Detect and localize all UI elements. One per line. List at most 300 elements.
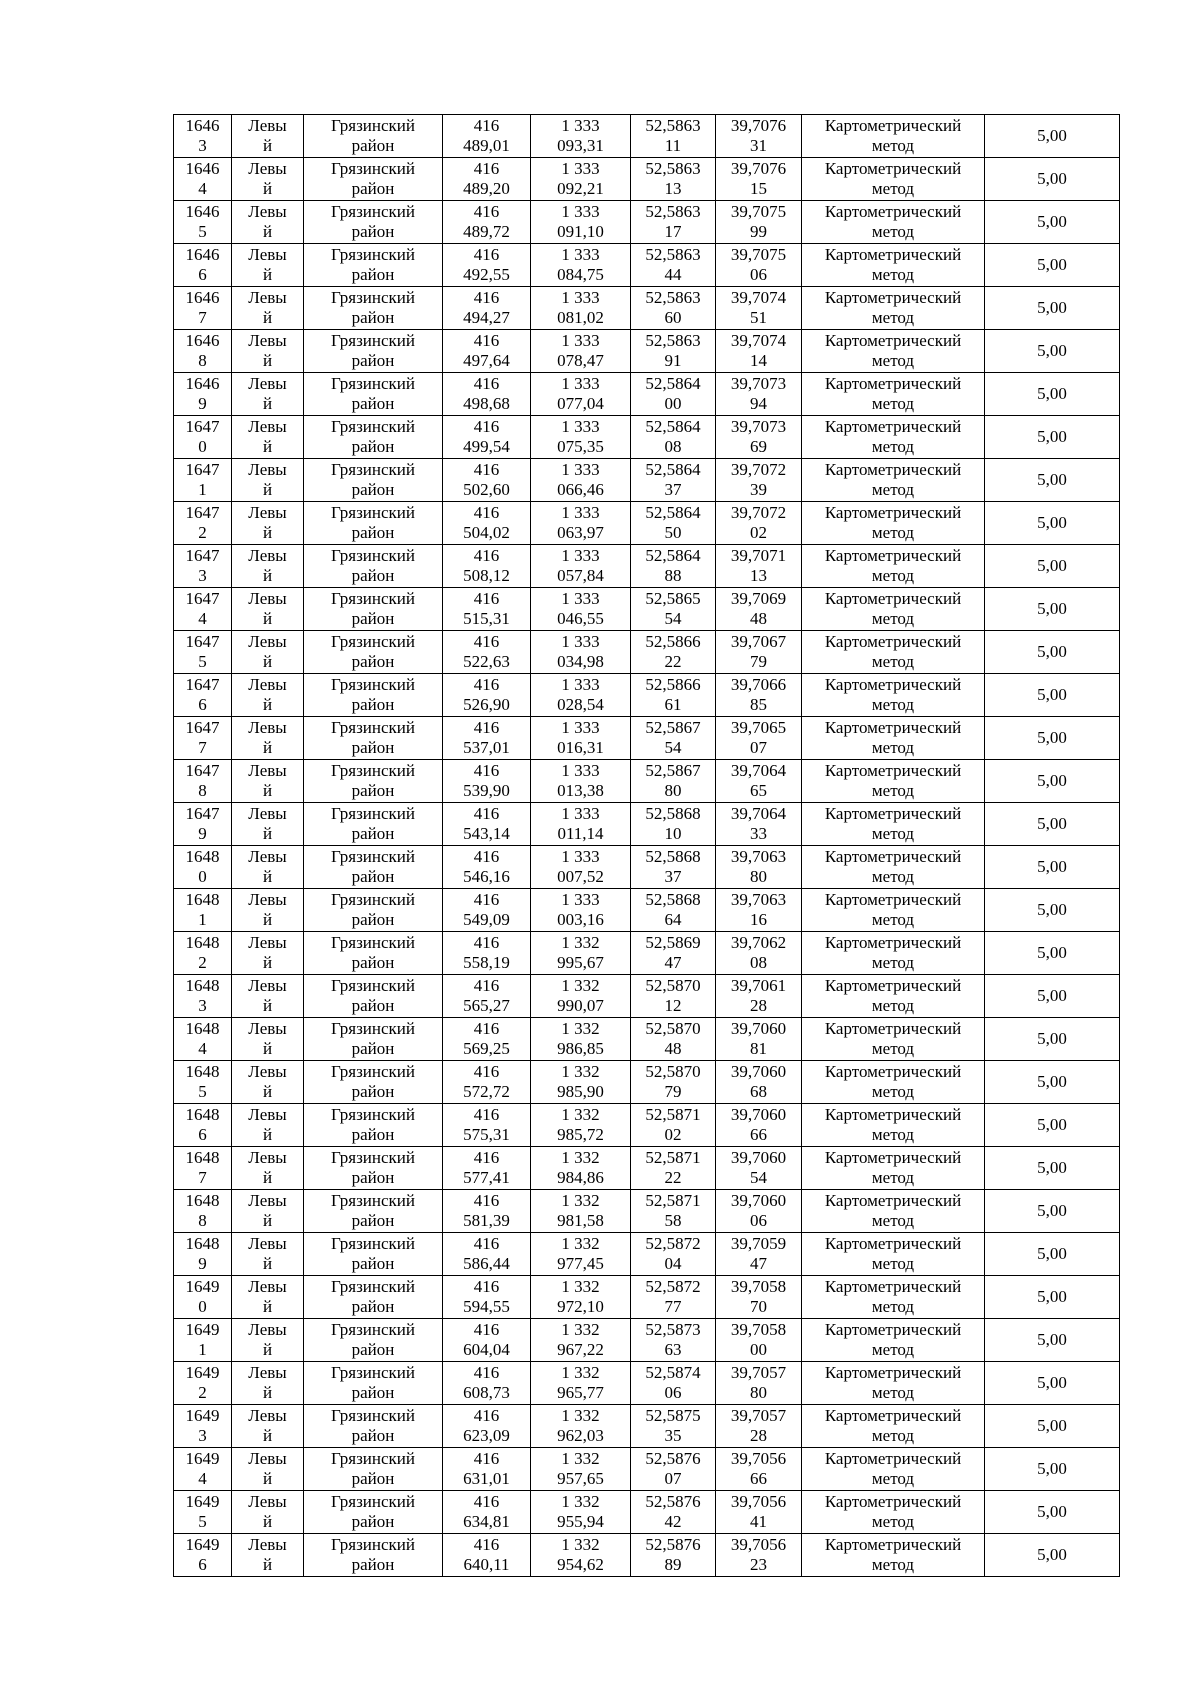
- y-coordinate-cell: 1 333 034,98: [531, 631, 631, 674]
- x-coordinate-cell: 416 631,01: [443, 1448, 531, 1491]
- table-row: [174, 803, 1120, 846]
- district-cell: Грязинский район: [304, 1233, 443, 1276]
- method-cell: Картометрический метод: [802, 803, 985, 846]
- y-coordinate-cell: 1 332 965,77: [531, 1362, 631, 1405]
- y-coordinate-cell: 1 332 967,22: [531, 1319, 631, 1362]
- district-cell: Грязинский район: [304, 631, 443, 674]
- latitude-cell: 52,5868 64: [631, 889, 716, 932]
- district-cell: Грязинский район: [304, 932, 443, 975]
- side-cell: Левы й: [232, 717, 304, 760]
- method-cell: Картометрический метод: [802, 1362, 985, 1405]
- y-coordinate-cell: 1 333 075,35: [531, 416, 631, 459]
- method-cell: Картометрический метод: [802, 975, 985, 1018]
- accuracy-cell: 5,00: [985, 244, 1120, 287]
- district-cell: Грязинский район: [304, 975, 443, 1018]
- accuracy-cell: 5,00: [985, 846, 1120, 889]
- table-row: [174, 459, 1120, 502]
- district-cell: Грязинский район: [304, 1104, 443, 1147]
- point-number-cell: 1646 3: [174, 115, 232, 158]
- point-number-cell: 1646 5: [174, 201, 232, 244]
- table-row: [174, 416, 1120, 459]
- method-cell: Картометрический метод: [802, 1190, 985, 1233]
- longitude-cell: 39,7063 80: [716, 846, 802, 889]
- x-coordinate-cell: 416 539,90: [443, 760, 531, 803]
- side-cell: Левы й: [232, 1319, 304, 1362]
- longitude-cell: 39,7057 28: [716, 1405, 802, 1448]
- point-number-cell: 1649 4: [174, 1448, 232, 1491]
- point-number-cell: 1648 0: [174, 846, 232, 889]
- y-coordinate-cell: 1 333 013,38: [531, 760, 631, 803]
- latitude-cell: 52,5864 37: [631, 459, 716, 502]
- point-number-cell: 1648 1: [174, 889, 232, 932]
- longitude-cell: 39,7073 94: [716, 373, 802, 416]
- y-coordinate-cell: 1 332 995,67: [531, 932, 631, 975]
- accuracy-cell: 5,00: [985, 1362, 1120, 1405]
- side-cell: Левы й: [232, 416, 304, 459]
- x-coordinate-cell: 416 543,14: [443, 803, 531, 846]
- table-row: [174, 1319, 1120, 1362]
- latitude-cell: 52,5870 48: [631, 1018, 716, 1061]
- point-number-cell: 1646 8: [174, 330, 232, 373]
- point-number-cell: 1647 3: [174, 545, 232, 588]
- point-number-cell: 1647 0: [174, 416, 232, 459]
- x-coordinate-cell: 416 537,01: [443, 717, 531, 760]
- x-coordinate-cell: 416 504,02: [443, 502, 531, 545]
- method-cell: Картометрический метод: [802, 588, 985, 631]
- table-row: [174, 373, 1120, 416]
- district-cell: Грязинский район: [304, 1448, 443, 1491]
- table-row: [174, 717, 1120, 760]
- point-number-cell: 1647 9: [174, 803, 232, 846]
- method-cell: Картометрический метод: [802, 1405, 985, 1448]
- longitude-cell: 39,7075 99: [716, 201, 802, 244]
- accuracy-cell: 5,00: [985, 674, 1120, 717]
- method-cell: Картометрический метод: [802, 545, 985, 588]
- district-cell: Грязинский район: [304, 1061, 443, 1104]
- table-row: [174, 588, 1120, 631]
- point-number-cell: 1647 8: [174, 760, 232, 803]
- method-cell: Картометрический метод: [802, 1491, 985, 1534]
- accuracy-cell: 5,00: [985, 115, 1120, 158]
- district-cell: Грязинский район: [304, 588, 443, 631]
- point-number-cell: 1647 1: [174, 459, 232, 502]
- longitude-cell: 39,7072 02: [716, 502, 802, 545]
- point-number-cell: 1649 1: [174, 1319, 232, 1362]
- accuracy-cell: 5,00: [985, 1276, 1120, 1319]
- side-cell: Левы й: [232, 115, 304, 158]
- longitude-cell: 39,7072 39: [716, 459, 802, 502]
- latitude-cell: 52,5864 08: [631, 416, 716, 459]
- method-cell: Картометрический метод: [802, 115, 985, 158]
- district-cell: Грязинский район: [304, 1405, 443, 1448]
- side-cell: Левы й: [232, 631, 304, 674]
- table-row: [174, 1534, 1120, 1577]
- table-row: [174, 975, 1120, 1018]
- side-cell: Левы й: [232, 1147, 304, 1190]
- side-cell: Левы й: [232, 545, 304, 588]
- district-cell: Грязинский район: [304, 545, 443, 588]
- latitude-cell: 52,5864 88: [631, 545, 716, 588]
- side-cell: Левы й: [232, 1018, 304, 1061]
- point-number-cell: 1649 3: [174, 1405, 232, 1448]
- longitude-cell: 39,7075 06: [716, 244, 802, 287]
- accuracy-cell: 5,00: [985, 459, 1120, 502]
- accuracy-cell: 5,00: [985, 631, 1120, 674]
- longitude-cell: 39,7058 00: [716, 1319, 802, 1362]
- side-cell: Левы й: [232, 373, 304, 416]
- table-row: [174, 330, 1120, 373]
- longitude-cell: 39,7060 68: [716, 1061, 802, 1104]
- table-row: [174, 846, 1120, 889]
- point-number-cell: 1648 4: [174, 1018, 232, 1061]
- point-number-cell: 1649 5: [174, 1491, 232, 1534]
- side-cell: Левы й: [232, 803, 304, 846]
- method-cell: Картометрический метод: [802, 631, 985, 674]
- point-number-cell: 1646 9: [174, 373, 232, 416]
- side-cell: Левы й: [232, 244, 304, 287]
- table-row: [174, 201, 1120, 244]
- x-coordinate-cell: 416 492,55: [443, 244, 531, 287]
- table-row: [174, 889, 1120, 932]
- y-coordinate-cell: 1 332 972,10: [531, 1276, 631, 1319]
- longitude-cell: 39,7059 47: [716, 1233, 802, 1276]
- method-cell: Картометрический метод: [802, 674, 985, 717]
- y-coordinate-cell: 1 332 985,72: [531, 1104, 631, 1147]
- method-cell: Картометрический метод: [802, 459, 985, 502]
- longitude-cell: 39,7076 15: [716, 158, 802, 201]
- method-cell: Картометрический метод: [802, 717, 985, 760]
- longitude-cell: 39,7076 31: [716, 115, 802, 158]
- point-number-cell: 1646 6: [174, 244, 232, 287]
- longitude-cell: 39,7060 81: [716, 1018, 802, 1061]
- table-row: [174, 760, 1120, 803]
- table-row: [174, 1147, 1120, 1190]
- point-number-cell: 1647 2: [174, 502, 232, 545]
- point-number-cell: 1647 4: [174, 588, 232, 631]
- x-coordinate-cell: 416 489,20: [443, 158, 531, 201]
- method-cell: Картометрический метод: [802, 1104, 985, 1147]
- accuracy-cell: 5,00: [985, 502, 1120, 545]
- longitude-cell: 39,7074 51: [716, 287, 802, 330]
- table-row: [174, 1448, 1120, 1491]
- side-cell: Левы й: [232, 975, 304, 1018]
- latitude-cell: 52,5866 61: [631, 674, 716, 717]
- accuracy-cell: 5,00: [985, 373, 1120, 416]
- x-coordinate-cell: 416 515,31: [443, 588, 531, 631]
- accuracy-cell: 5,00: [985, 760, 1120, 803]
- y-coordinate-cell: 1 333 093,31: [531, 115, 631, 158]
- longitude-cell: 39,7060 54: [716, 1147, 802, 1190]
- method-cell: Картометрический метод: [802, 1534, 985, 1577]
- point-number-cell: 1646 4: [174, 158, 232, 201]
- latitude-cell: 52,5865 54: [631, 588, 716, 631]
- longitude-cell: 39,7067 79: [716, 631, 802, 674]
- x-coordinate-cell: 416 594,55: [443, 1276, 531, 1319]
- x-coordinate-cell: 416 608,73: [443, 1362, 531, 1405]
- x-coordinate-cell: 416 604,04: [443, 1319, 531, 1362]
- y-coordinate-cell: 1 332 957,65: [531, 1448, 631, 1491]
- y-coordinate-cell: 1 332 954,62: [531, 1534, 631, 1577]
- district-cell: Грязинский район: [304, 502, 443, 545]
- side-cell: Левы й: [232, 674, 304, 717]
- x-coordinate-cell: 416 572,72: [443, 1061, 531, 1104]
- accuracy-cell: 5,00: [985, 201, 1120, 244]
- district-cell: Грязинский район: [304, 373, 443, 416]
- y-coordinate-cell: 1 332 990,07: [531, 975, 631, 1018]
- longitude-cell: 39,7065 07: [716, 717, 802, 760]
- latitude-cell: 52,5863 17: [631, 201, 716, 244]
- accuracy-cell: 5,00: [985, 1190, 1120, 1233]
- table-row: [174, 545, 1120, 588]
- latitude-cell: 52,5870 12: [631, 975, 716, 1018]
- x-coordinate-cell: 416 575,31: [443, 1104, 531, 1147]
- method-cell: Картометрический метод: [802, 201, 985, 244]
- table-row: [174, 1104, 1120, 1147]
- point-number-cell: 1648 7: [174, 1147, 232, 1190]
- latitude-cell: 52,5868 10: [631, 803, 716, 846]
- longitude-cell: 39,7057 80: [716, 1362, 802, 1405]
- district-cell: Грязинский район: [304, 803, 443, 846]
- accuracy-cell: 5,00: [985, 1319, 1120, 1362]
- y-coordinate-cell: 1 333 011,14: [531, 803, 631, 846]
- method-cell: Картометрический метод: [802, 760, 985, 803]
- x-coordinate-cell: 416 498,68: [443, 373, 531, 416]
- method-cell: Картометрический метод: [802, 1319, 985, 1362]
- point-number-cell: 1648 3: [174, 975, 232, 1018]
- latitude-cell: 52,5871 22: [631, 1147, 716, 1190]
- y-coordinate-cell: 1 332 962,03: [531, 1405, 631, 1448]
- latitude-cell: 52,5863 91: [631, 330, 716, 373]
- latitude-cell: 52,5869 47: [631, 932, 716, 975]
- y-coordinate-cell: 1 333 057,84: [531, 545, 631, 588]
- district-cell: Грязинский район: [304, 1190, 443, 1233]
- latitude-cell: 52,5868 37: [631, 846, 716, 889]
- point-number-cell: 1648 9: [174, 1233, 232, 1276]
- y-coordinate-cell: 1 333 084,75: [531, 244, 631, 287]
- point-number-cell: 1649 2: [174, 1362, 232, 1405]
- table-row: [174, 158, 1120, 201]
- accuracy-cell: 5,00: [985, 1491, 1120, 1534]
- accuracy-cell: 5,00: [985, 1534, 1120, 1577]
- side-cell: Левы й: [232, 1534, 304, 1577]
- x-coordinate-cell: 416 558,19: [443, 932, 531, 975]
- table-row: [174, 287, 1120, 330]
- method-cell: Картометрический метод: [802, 244, 985, 287]
- district-cell: Грязинский район: [304, 244, 443, 287]
- accuracy-cell: 5,00: [985, 1104, 1120, 1147]
- district-cell: Грязинский район: [304, 1147, 443, 1190]
- side-cell: Левы й: [232, 1061, 304, 1104]
- longitude-cell: 39,7071 13: [716, 545, 802, 588]
- side-cell: Левы й: [232, 330, 304, 373]
- district-cell: Грязинский район: [304, 115, 443, 158]
- latitude-cell: 52,5867 54: [631, 717, 716, 760]
- y-coordinate-cell: 1 332 985,90: [531, 1061, 631, 1104]
- table-row: [174, 244, 1120, 287]
- side-cell: Левы й: [232, 1233, 304, 1276]
- side-cell: Левы й: [232, 760, 304, 803]
- method-cell: Картометрический метод: [802, 1233, 985, 1276]
- side-cell: Левы й: [232, 502, 304, 545]
- table-row: [174, 1190, 1120, 1233]
- side-cell: Левы й: [232, 1362, 304, 1405]
- longitude-cell: 39,7073 69: [716, 416, 802, 459]
- accuracy-cell: 5,00: [985, 416, 1120, 459]
- accuracy-cell: 5,00: [985, 330, 1120, 373]
- y-coordinate-cell: 1 333 046,55: [531, 588, 631, 631]
- side-cell: Левы й: [232, 846, 304, 889]
- district-cell: Грязинский район: [304, 889, 443, 932]
- district-cell: Грязинский район: [304, 717, 443, 760]
- side-cell: Левы й: [232, 588, 304, 631]
- method-cell: Картометрический метод: [802, 846, 985, 889]
- accuracy-cell: 5,00: [985, 889, 1120, 932]
- accuracy-cell: 5,00: [985, 803, 1120, 846]
- latitude-cell: 52,5863 13: [631, 158, 716, 201]
- longitude-cell: 39,7061 28: [716, 975, 802, 1018]
- y-coordinate-cell: 1 333 016,31: [531, 717, 631, 760]
- district-cell: Грязинский район: [304, 459, 443, 502]
- method-cell: Картометрический метод: [802, 502, 985, 545]
- district-cell: Грязинский район: [304, 846, 443, 889]
- side-cell: Левы й: [232, 1276, 304, 1319]
- side-cell: Левы й: [232, 459, 304, 502]
- district-cell: Грязинский район: [304, 1018, 443, 1061]
- accuracy-cell: 5,00: [985, 1448, 1120, 1491]
- accuracy-cell: 5,00: [985, 545, 1120, 588]
- table-body: [174, 115, 1120, 1577]
- table-row: [174, 1061, 1120, 1104]
- table-row: [174, 115, 1120, 158]
- latitude-cell: 52,5876 89: [631, 1534, 716, 1577]
- y-coordinate-cell: 1 333 066,46: [531, 459, 631, 502]
- x-coordinate-cell: 416 508,12: [443, 545, 531, 588]
- latitude-cell: 52,5871 02: [631, 1104, 716, 1147]
- side-cell: Левы й: [232, 1104, 304, 1147]
- method-cell: Картометрический метод: [802, 889, 985, 932]
- x-coordinate-cell: 416 489,01: [443, 115, 531, 158]
- side-cell: Левы й: [232, 1190, 304, 1233]
- latitude-cell: 52,5870 79: [631, 1061, 716, 1104]
- table-row: [174, 1276, 1120, 1319]
- table-row: [174, 1233, 1120, 1276]
- x-coordinate-cell: 416 497,64: [443, 330, 531, 373]
- y-coordinate-cell: 1 332 981,58: [531, 1190, 631, 1233]
- table-row: [174, 502, 1120, 545]
- side-cell: Левы й: [232, 1405, 304, 1448]
- district-cell: Грязинский район: [304, 1276, 443, 1319]
- table-row: [174, 932, 1120, 975]
- y-coordinate-cell: 1 332 986,85: [531, 1018, 631, 1061]
- longitude-cell: 39,7064 33: [716, 803, 802, 846]
- longitude-cell: 39,7074 14: [716, 330, 802, 373]
- accuracy-cell: 5,00: [985, 588, 1120, 631]
- y-coordinate-cell: 1 333 078,47: [531, 330, 631, 373]
- x-coordinate-cell: 416 489,72: [443, 201, 531, 244]
- longitude-cell: 39,7069 48: [716, 588, 802, 631]
- side-cell: Левы й: [232, 1448, 304, 1491]
- longitude-cell: 39,7056 41: [716, 1491, 802, 1534]
- method-cell: Картометрический метод: [802, 1276, 985, 1319]
- accuracy-cell: 5,00: [985, 158, 1120, 201]
- latitude-cell: 52,5866 22: [631, 631, 716, 674]
- longitude-cell: 39,7063 16: [716, 889, 802, 932]
- longitude-cell: 39,7056 23: [716, 1534, 802, 1577]
- point-number-cell: 1648 2: [174, 932, 232, 975]
- method-cell: Картометрический метод: [802, 373, 985, 416]
- method-cell: Картометрический метод: [802, 1061, 985, 1104]
- side-cell: Левы й: [232, 158, 304, 201]
- x-coordinate-cell: 416 502,60: [443, 459, 531, 502]
- table-row: [174, 631, 1120, 674]
- method-cell: Картометрический метод: [802, 932, 985, 975]
- side-cell: Левы й: [232, 932, 304, 975]
- table-row: [174, 1491, 1120, 1534]
- x-coordinate-cell: 416 546,16: [443, 846, 531, 889]
- y-coordinate-cell: 1 333 091,10: [531, 201, 631, 244]
- accuracy-cell: 5,00: [985, 1147, 1120, 1190]
- latitude-cell: 52,5875 35: [631, 1405, 716, 1448]
- point-number-cell: 1647 5: [174, 631, 232, 674]
- longitude-cell: 39,7056 66: [716, 1448, 802, 1491]
- x-coordinate-cell: 416 526,90: [443, 674, 531, 717]
- x-coordinate-cell: 416 549,09: [443, 889, 531, 932]
- longitude-cell: 39,7058 70: [716, 1276, 802, 1319]
- side-cell: Левы й: [232, 201, 304, 244]
- point-number-cell: 1648 5: [174, 1061, 232, 1104]
- y-coordinate-cell: 1 333 092,21: [531, 158, 631, 201]
- coordinates-table: [173, 114, 1120, 1577]
- method-cell: Картометрический метод: [802, 158, 985, 201]
- x-coordinate-cell: 416 569,25: [443, 1018, 531, 1061]
- x-coordinate-cell: 416 581,39: [443, 1190, 531, 1233]
- y-coordinate-cell: 1 333 028,54: [531, 674, 631, 717]
- x-coordinate-cell: 416 623,09: [443, 1405, 531, 1448]
- point-number-cell: 1646 7: [174, 287, 232, 330]
- accuracy-cell: 5,00: [985, 717, 1120, 760]
- district-cell: Грязинский район: [304, 1534, 443, 1577]
- longitude-cell: 39,7064 65: [716, 760, 802, 803]
- latitude-cell: 52,5876 42: [631, 1491, 716, 1534]
- accuracy-cell: 5,00: [985, 1233, 1120, 1276]
- side-cell: Левы й: [232, 1491, 304, 1534]
- district-cell: Грязинский район: [304, 1491, 443, 1534]
- method-cell: Картометрический метод: [802, 1147, 985, 1190]
- method-cell: Картометрический метод: [802, 1018, 985, 1061]
- y-coordinate-cell: 1 333 063,97: [531, 502, 631, 545]
- y-coordinate-cell: 1 332 977,45: [531, 1233, 631, 1276]
- point-number-cell: 1647 6: [174, 674, 232, 717]
- point-number-cell: 1649 6: [174, 1534, 232, 1577]
- x-coordinate-cell: 416 640,11: [443, 1534, 531, 1577]
- y-coordinate-cell: 1 332 984,86: [531, 1147, 631, 1190]
- x-coordinate-cell: 416 634,81: [443, 1491, 531, 1534]
- accuracy-cell: 5,00: [985, 1018, 1120, 1061]
- accuracy-cell: 5,00: [985, 1405, 1120, 1448]
- district-cell: Грязинский район: [304, 330, 443, 373]
- district-cell: Грязинский район: [304, 674, 443, 717]
- point-number-cell: 1649 0: [174, 1276, 232, 1319]
- accuracy-cell: 5,00: [985, 975, 1120, 1018]
- x-coordinate-cell: 416 499,54: [443, 416, 531, 459]
- point-number-cell: 1648 6: [174, 1104, 232, 1147]
- longitude-cell: 39,7066 85: [716, 674, 802, 717]
- district-cell: Грязинский район: [304, 760, 443, 803]
- y-coordinate-cell: 1 333 081,02: [531, 287, 631, 330]
- y-coordinate-cell: 1 332 955,94: [531, 1491, 631, 1534]
- table-row: [174, 1405, 1120, 1448]
- latitude-cell: 52,5864 50: [631, 502, 716, 545]
